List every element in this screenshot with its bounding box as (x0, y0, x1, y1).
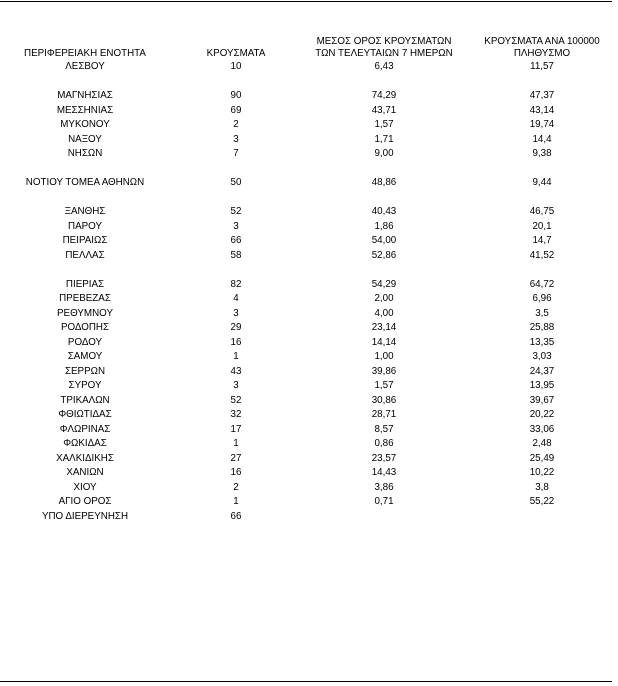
table-row (0, 118, 618, 132)
header-per100k (464, 36, 618, 60)
cell-per100k: 20,22 (529, 409, 555, 420)
table-row (0, 104, 618, 118)
cell-region: ΡΟΔΟΠΗΣ (60, 322, 110, 333)
table-row (0, 205, 618, 219)
cell-region: ΛΕΣΒΟΥ (65, 61, 105, 72)
cell-mean7: 2,00 (374, 293, 394, 304)
table-row (0, 510, 618, 524)
cell-cases: 10 (230, 61, 242, 72)
cell-per100k: 41,52 (529, 249, 555, 261)
header-region-line: ΠΕΡΙΦΕΡΕΙΑΚΗ ΕΝΟΤΗΤΑ (24, 48, 146, 59)
table-row (0, 147, 618, 161)
cell-cases: 3 (233, 307, 239, 319)
cell-region: ΧΙΟΥ (73, 481, 97, 493)
cell-mean7: 1,57 (374, 119, 394, 130)
table-row (0, 263, 618, 277)
cell-cases: 2 (233, 119, 239, 130)
table-row (0, 336, 618, 350)
cell-mean7: 48,86 (371, 177, 397, 188)
cell-region: ΝΗΣΩΝ (67, 148, 103, 159)
cell-cases: 32 (230, 409, 242, 420)
cell-per100k: 3,8 (535, 481, 549, 493)
cell-region: ΜΑΓΝΗΣΙΑΣ (57, 90, 113, 101)
cell-region: ΤΡΙΚΑΛΩΝ (60, 394, 110, 406)
cell-mean7: 40,43 (371, 206, 397, 217)
table-row (0, 176, 618, 190)
cell-cases: 82 (230, 278, 242, 290)
table-row (0, 75, 618, 89)
table-row (0, 321, 618, 335)
cell-per100k: 3,5 (535, 307, 549, 319)
cell-mean7: 1,57 (374, 380, 394, 391)
cell-cases: 3 (233, 220, 239, 232)
table-row (0, 495, 618, 509)
cell-mean7: 39,86 (371, 365, 397, 377)
cell-cases: 16 (230, 467, 242, 478)
table-row (0, 220, 618, 234)
cell-region: ΞΑΝΘΗΣ (64, 206, 106, 217)
cell-per100k: 14,7 (532, 235, 552, 246)
cell-region: ΡΟΔΟΥ (67, 336, 103, 348)
cell-cases: 50 (230, 177, 242, 188)
cell-cases: 1 (233, 496, 239, 507)
cell-cases: 3 (233, 380, 239, 391)
header-mean7-line-1: ΜΕΣΟΣ ΟΡΟΣ ΚΡΟΥΣΜΑΤΩΝ (316, 36, 452, 47)
cell-per100k: 25,88 (529, 322, 555, 333)
cell-region: ΦΘΙΩΤΙΔΑΣ (58, 409, 112, 420)
cell-mean7: 3,86 (374, 481, 394, 493)
cell-cases: 69 (230, 104, 242, 116)
cell-region: ΑΓΙΟ ΟΡΟΣ (58, 496, 112, 507)
cell-region: ΣΕΡΡΩΝ (64, 365, 106, 377)
cell-region: ΠΡΕΒΕΖΑΣ (59, 293, 111, 304)
cell-region: ΠΑΡΟΥ (68, 220, 102, 232)
table-row (0, 423, 618, 437)
cell-mean7: 9,00 (374, 148, 394, 159)
header-mean7 (300, 36, 468, 60)
table-row (0, 234, 618, 248)
cell-per100k: 13,95 (529, 380, 555, 391)
cell-mean7: 0,71 (374, 496, 394, 507)
cell-cases: 1 (233, 351, 239, 362)
cell-mean7: 74,29 (371, 90, 397, 101)
cell-mean7: 52,86 (371, 249, 397, 261)
cell-per100k: 55,22 (529, 496, 555, 507)
cell-per100k: 20,1 (532, 220, 552, 232)
cell-per100k: 64,72 (529, 278, 555, 290)
cell-mean7: 43,71 (371, 104, 397, 116)
cell-cases: 7 (233, 148, 239, 159)
table-row (0, 379, 618, 393)
cell-mean7: 28,71 (371, 409, 397, 420)
cell-per100k: 10,22 (529, 467, 555, 478)
cell-mean7: 54,29 (371, 278, 397, 290)
table-row (0, 394, 618, 408)
cell-mean7: 8,57 (374, 423, 394, 435)
table-row (0, 365, 618, 379)
cell-mean7: 1,00 (374, 351, 394, 362)
table-row (0, 437, 618, 451)
cell-cases: 16 (230, 336, 242, 348)
table-row (0, 292, 618, 306)
cell-region: ΧΑΝΙΩΝ (66, 467, 104, 478)
header-region (8, 48, 162, 60)
table-row (0, 278, 618, 292)
header-cases-line: ΚΡΟΥΣΜΑΤΑ (206, 48, 266, 59)
cell-per100k: 6,96 (532, 293, 552, 304)
cell-cases: 43 (230, 365, 242, 377)
cell-per100k: 47,37 (529, 90, 555, 101)
cell-mean7: 4,00 (374, 307, 394, 319)
cell-region: ΡΕΘΥΜΝΟΥ (57, 307, 113, 319)
cell-region: ΠΕΙΡΑΙΩΣ (62, 235, 108, 246)
cell-mean7: 1,71 (374, 133, 394, 145)
cell-per100k: 9,38 (532, 148, 552, 159)
cell-region: ΠΙΕΡΙΑΣ (65, 278, 105, 290)
cell-region: ΜΥΚΟΝΟΥ (60, 119, 110, 130)
cell-per100k: 33,06 (529, 423, 555, 435)
cell-per100k: 3,03 (532, 351, 552, 362)
cell-cases: 1 (233, 438, 239, 449)
cell-region: ΧΑΛΚΙΔΙΚΗΣ (56, 452, 114, 464)
cell-cases: 90 (230, 90, 242, 101)
table-row (0, 481, 618, 495)
cell-per100k: 14,4 (532, 133, 552, 145)
cell-cases: 3 (233, 133, 239, 145)
cell-cases: 66 (230, 510, 242, 522)
cell-region: ΝΑΞΟΥ (68, 133, 102, 145)
table-row (0, 191, 618, 205)
header-per100k-line-2: ΠΛΗΘΥΣΜΟ (513, 48, 571, 59)
cell-cases: 52 (230, 206, 242, 217)
cell-mean7: 54,00 (371, 235, 397, 246)
cell-per100k: 19,74 (529, 119, 555, 130)
cell-mean7: 14,14 (371, 336, 397, 348)
header-mean7-line-2: ΤΩΝ ΤΕΛΕΥΤΑΙΩΝ 7 ΗΜΕΡΩΝ (315, 48, 453, 59)
cell-mean7: 23,14 (371, 322, 397, 333)
cell-region: ΠΕΛΛΑΣ (65, 249, 105, 261)
cell-per100k: 25,49 (529, 452, 555, 464)
table-header (0, 30, 618, 60)
cell-cases: 52 (230, 394, 242, 406)
cell-mean7: 6,43 (374, 61, 394, 72)
header-cases (196, 48, 276, 60)
cell-cases: 27 (230, 452, 242, 464)
cell-region: ΝΟΤΙΟΥ ΤΟΜΕΑ ΑΘΗΝΩΝ (25, 177, 145, 188)
table-row (0, 89, 618, 103)
cell-cases: 58 (230, 249, 242, 261)
cell-per100k: 13,35 (529, 336, 555, 348)
table-row (0, 133, 618, 147)
table-row (0, 466, 618, 480)
cell-per100k: 43,14 (529, 104, 555, 116)
cell-region: ΦΛΩΡΙΝΑΣ (59, 423, 111, 435)
cell-cases: 2 (233, 481, 239, 493)
cell-per100k: 24,37 (529, 365, 555, 377)
cell-per100k: 9,44 (532, 177, 552, 188)
cell-mean7: 23,57 (371, 452, 397, 464)
table-row (0, 162, 618, 176)
cell-cases: 66 (230, 235, 242, 246)
table-row (0, 350, 618, 364)
table-row (0, 307, 618, 321)
cell-mean7: 30,86 (371, 394, 397, 406)
cell-region: ΥΠΟ ΔΙΕΡΕΥΝΗΣΗ (41, 510, 129, 522)
cell-cases: 29 (230, 322, 242, 333)
cell-region: ΣΑΜΟΥ (67, 351, 103, 362)
cell-region: ΦΩΚΙΔΑΣ (63, 438, 107, 449)
table-row (0, 60, 618, 74)
cell-mean7: 1,86 (374, 220, 394, 232)
cell-per100k: 2,48 (532, 438, 552, 449)
cell-mean7: 0,86 (374, 438, 394, 449)
table-row (0, 249, 618, 263)
table-row (0, 452, 618, 466)
cell-cases: 4 (233, 293, 239, 304)
header-per100k-line-1: ΚΡΟΥΣΜΑΤΑ ΑΝΑ 100000 (484, 36, 600, 47)
bottom-rule (0, 681, 612, 682)
cell-region: ΣΥΡΟΥ (68, 380, 102, 391)
cell-per100k: 46,75 (529, 206, 555, 217)
cell-cases: 17 (230, 423, 242, 435)
table-row (0, 408, 618, 422)
top-rule (0, 1, 612, 2)
cell-per100k: 11,57 (530, 61, 554, 72)
cell-mean7: 14,43 (371, 467, 397, 478)
cell-region: ΜΕΣΣΗΝΙΑΣ (56, 104, 114, 116)
cell-per100k: 39,67 (529, 394, 555, 406)
